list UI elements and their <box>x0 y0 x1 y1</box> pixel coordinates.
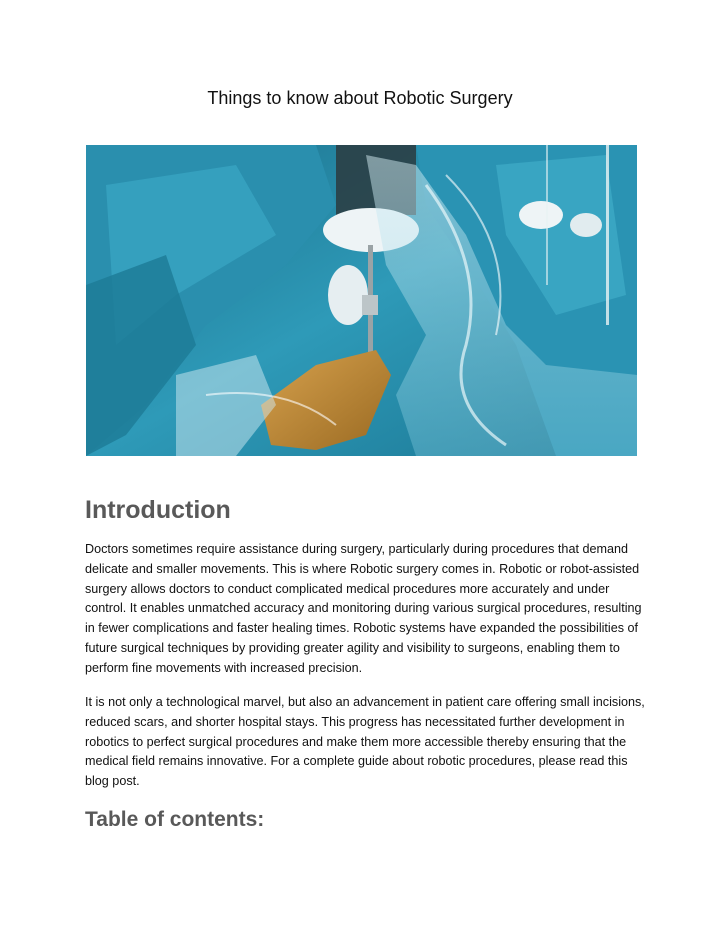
surgery-photo-illustration <box>86 145 637 456</box>
table-of-contents-heading: Table of contents: <box>85 808 265 831</box>
document-title: Things to know about Robotic Surgery <box>207 88 513 108</box>
introduction-heading: Introduction <box>85 496 231 524</box>
intro-paragraph-1: Doctors sometimes require assistance during surgery, particularly during procedures that demand delicate and smaller movements. This is where Robotic surgery comes in. Robotic or robot-assisted surgery allows doctors to conduct complicated medical procedures more accurately and under control. It enables unmatched accuracy and monitoring during various surgical procedures, resulting in fewer complications and faster healing times. Robotic systems have expanded the possibilities of future surgical techniques by providing greater agility and visibility to surgeons, enabling them to perform fine movements with increased precision. <box>85 542 642 675</box>
intro-paragraph-2: It is not only a technological marvel, but also an advancement in patient care offering small incisions, reduced scars, and shorter hospital stays. This progress has necessitated further development in robotics to perfect surgical procedures and make them more accessible thereby ensuring that the medical field remains innovative. For a complete guide about robotic procedures, please read this blog post. <box>85 695 645 789</box>
surgery-photo <box>86 145 637 456</box>
